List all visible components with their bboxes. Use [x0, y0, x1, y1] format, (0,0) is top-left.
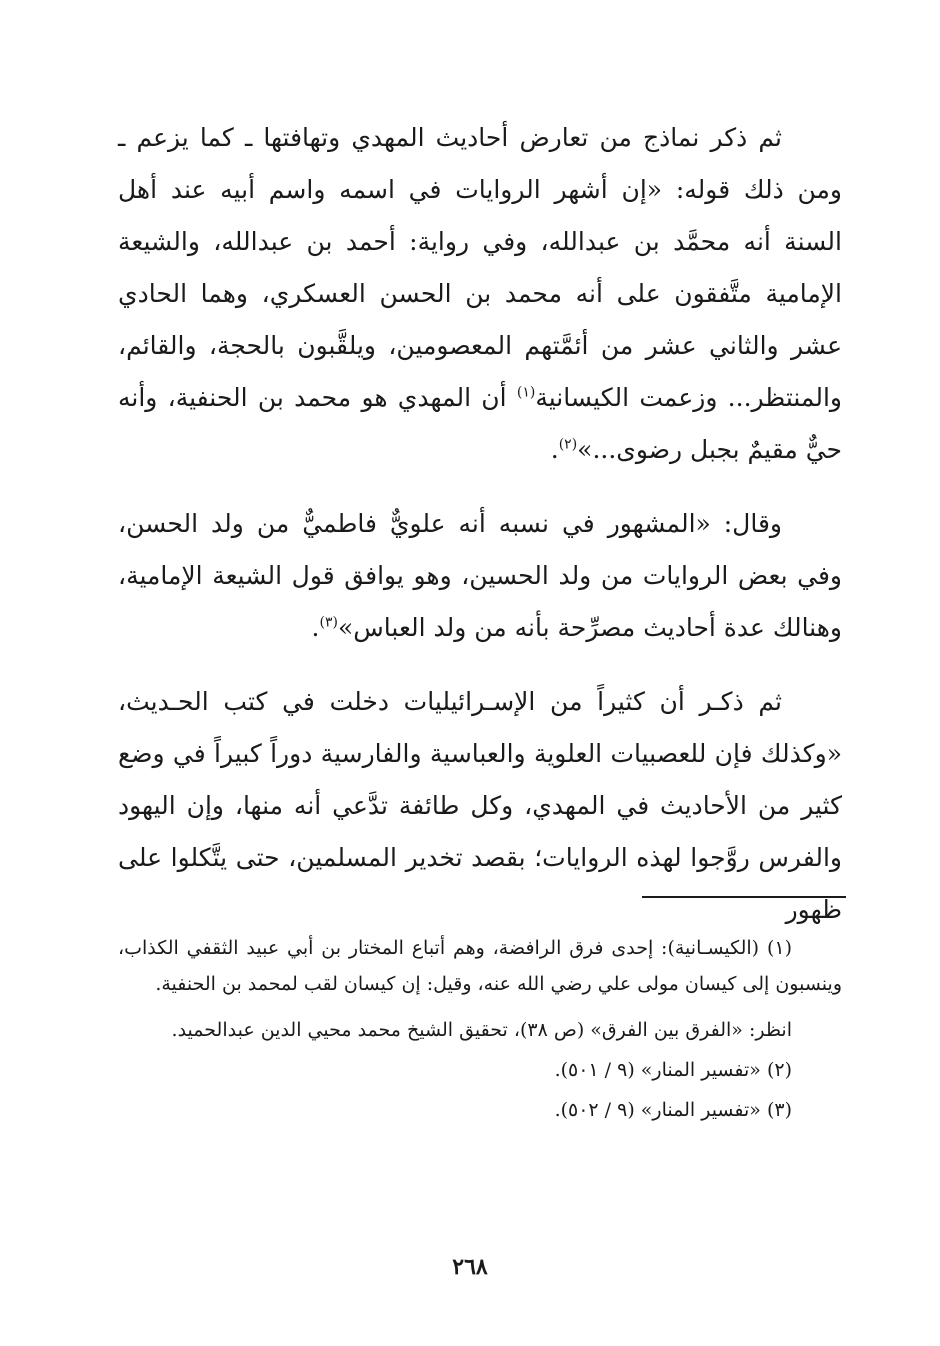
footnote-1-source: انظر: «الفرق بين الفرق» (ص ٣٨)، تحقيق الشيخ محمد محيي الدين عبدالحميد. — [171, 1019, 792, 1041]
paragraph-1 — [118, 112, 842, 476]
paragraph-2 — [118, 498, 842, 654]
paragraph-1-text: ثم ذكر نماذج من تعارض أحاديث المهدي وتهافتها ـ كما يزعم ـ ومن ذلك قوله: «إن أشهر الروايات في اسمه واسم أبيه عند أهل السنة أنه محمَّد بن عبدالله، وفي رواية: أحمد بن عبدالله، والشيعة الإمامية متَّفقون على أنه محمد بن الحسن العسكري، وهما الحادي عشر والثاني عشر من أئمَّتهم المعصومين، ويلقَّبون بالحجة، والقائم، والمنتظر... وزعمت الكيسانية — [118, 123, 842, 412]
footnote-3: (٣) «تفسير المنار» (٩ / ٥٠٢). — [554, 1099, 792, 1121]
main-text — [118, 112, 842, 936]
paragraph-2-text: وقال: «المشهور في نسبه أنه علويٌّ فاطميٌّ من ولد الحسن، وفي بعض الروايات من ولد الحسين، وهو يوافق قول الشيعة الإمامية، وهنالك عدة أحاديث مصرِّحة بأنه من ولد العباس» — [118, 509, 842, 642]
footnote-1: (١) (الكيسـانية): إحدى فرق الرافضة، وهم أتباع المختار بن أبي عبيد الثقفي الكذاب، وينسبون إلى كيسان مولى علي رضي الله عنه، وقيل: إن كيسان لقب لمحمد بن الحنفية. — [118, 937, 842, 995]
paragraph-1-text-continued: أن المهدي هو محمد بن الحنفية، وأنه حيٌّ مقيمٌ بجبل رضوى...» — [118, 383, 842, 464]
paragraph-1-end: . — [550, 435, 559, 464]
paragraph-2-end: . — [311, 613, 320, 642]
footnote-ref-2: (٢) — [558, 436, 578, 453]
paragraph-3-text: ثم ذكـر أن كثيراً من الإسـرائيليات دخلت في كتب الحـديث، «وكذلك فإن للعصبيات العلوية والعباسية والفارسية دوراً كبيراً في وضع كثير من الأحاديث في المهدي، وكل طائفة تدَّعي أنه منها، وإن اليهود والفرس روَّجوا لهذه الروايات؛ بقصد تخدير المسلمين، حتى يتَّكلوا على ظهور — [118, 687, 842, 924]
footnotes — [118, 930, 842, 1128]
page-number: ٢٦٨ — [452, 1254, 488, 1280]
footnote-divider — [642, 896, 846, 898]
footnote-ref-1: (١) — [516, 384, 536, 401]
footnote-ref-3: (٣) — [319, 614, 338, 631]
footnote-2: (٢) «تفسير المنار» (٩ / ٥٠١). — [554, 1059, 792, 1081]
